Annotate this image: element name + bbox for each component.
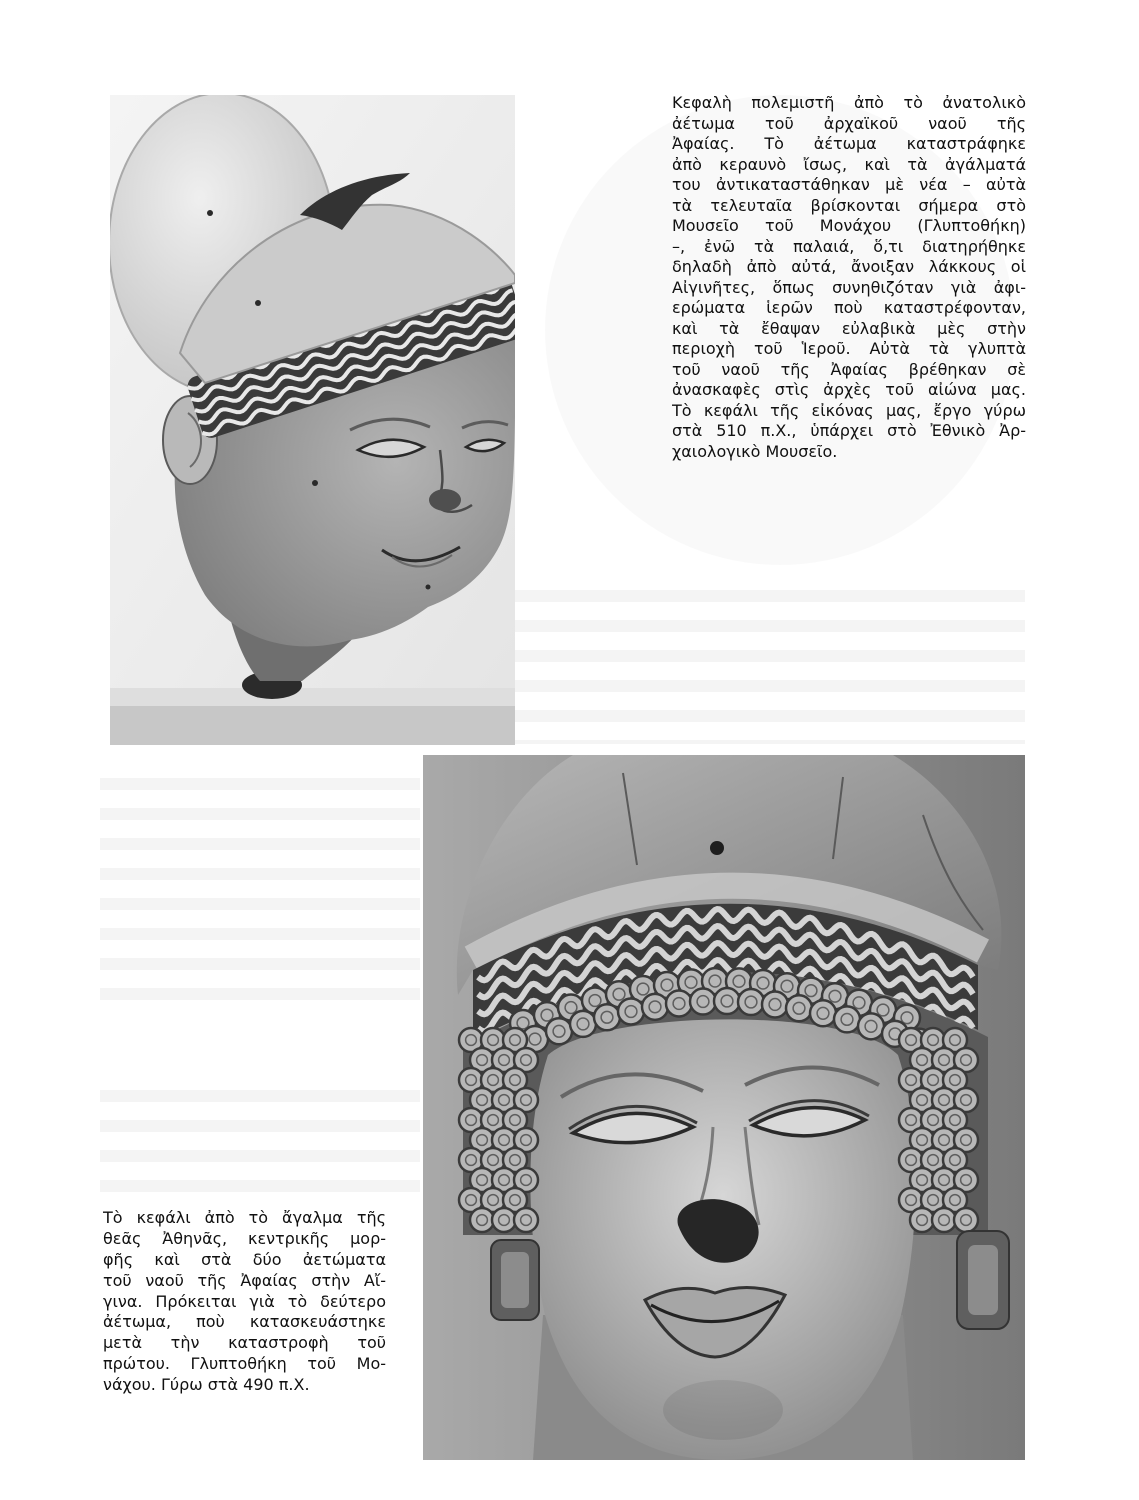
caption-line: Τὸ κεφάλι τῆς εἰκόνας μας, ἔργο γύρω — [672, 400, 1026, 420]
caption-line: Κεφαλὴ πολεμιστῆ ἀπὸ τὸ ἀνατολικὸ — [672, 93, 1026, 112]
athena-head-photo — [423, 755, 1025, 1460]
caption-line: νάχου. Γύρω στὰ 490 π.Χ. — [103, 1375, 310, 1395]
surface-pit — [312, 480, 318, 486]
hair-curl — [786, 995, 812, 1021]
hair-curl — [834, 1006, 860, 1032]
surface-pit — [207, 210, 213, 216]
hair-curl — [762, 991, 788, 1017]
bleed-through-lines — [100, 1072, 420, 1192]
caption-line: θεᾶς Ἀθηνᾶς, κεντρικῆς μορ- — [103, 1228, 386, 1248]
bleed-through-lines — [515, 572, 1025, 744]
surface-pit — [426, 585, 431, 590]
caption-line: φῆς καὶ στὰ δύο ἀετώματα — [103, 1249, 386, 1269]
caption-line: χαιολογικὸ Μουσεῖο. — [672, 441, 838, 461]
caption-line: ἀπὸ κεραυνὸ ἴσως, καὶ τὰ ἀγάλματά — [672, 154, 1026, 174]
hair-curl — [514, 1208, 538, 1232]
hair-curl — [594, 1004, 620, 1030]
caption-line: τοῦ ναοῦ τῆς Ἀφαίας βρέθηκαν σὲ — [672, 359, 1026, 379]
caption-line: ἀνασκαφὲς στὶς ἀρχὲς τοῦ αἰώνα μας. — [672, 380, 1026, 399]
caption-line: ἀέτωμα, ποὺ κατασκευάστηκε — [103, 1312, 386, 1332]
helmet-hole — [710, 841, 724, 855]
caption-line: πρώτου. Γλυπτοθήκη τοῦ Μο- — [103, 1354, 386, 1374]
hair-curl — [738, 989, 764, 1015]
caption-line: τὰ τελευταῖα βρίσκονται σήμερα στὸ — [672, 195, 1026, 215]
caption-line: γινα. Πρόκειται γιὰ τὸ δεύτερο — [103, 1291, 386, 1311]
hair-curl — [570, 1011, 596, 1037]
caption-line: δηλαδὴ ἀπὸ αὐτά, ἄνοιξαν λάκκους οἱ — [672, 257, 1026, 276]
right-earring-inner — [968, 1245, 998, 1315]
caption-warrior-head — [672, 93, 1026, 462]
plinth-top — [110, 688, 515, 706]
caption-line: ερώματα ἱερῶν ποὺ καταστρέφονταν, — [672, 298, 1026, 317]
hair-curl — [932, 1208, 956, 1232]
hair-curl — [810, 1000, 836, 1026]
hair-curl — [690, 989, 716, 1015]
hair-curl — [546, 1018, 572, 1044]
caption-line: Μουσεῖο τοῦ Μονάχου (Γλυπτοθήκη) — [672, 216, 1026, 235]
hair-curl — [910, 1208, 934, 1232]
caption-line: του ἀντικαταστάθηκαν μὲ νέα – αὐτὰ — [672, 175, 1026, 194]
caption-athena-head — [103, 1208, 386, 1396]
hair-curl — [492, 1208, 516, 1232]
left-earring-inner — [501, 1252, 529, 1308]
hair-curl — [470, 1208, 494, 1232]
hair-curl — [858, 1013, 884, 1039]
bleed-through-lines — [100, 760, 420, 1010]
hair-curl — [714, 988, 740, 1014]
nose-damage — [429, 489, 461, 511]
hair-curl — [618, 998, 644, 1024]
caption-line: στὰ 510 π.Χ., ὑπάρχει στὸ Ἐθνικὸ Ἀρ- — [672, 421, 1026, 440]
surface-pit — [255, 300, 261, 306]
caption-line: –, ἐνῶ τὰ παλαιά, ὅ,τι διατηρήθηκε — [672, 236, 1026, 256]
hair-curl — [642, 994, 668, 1020]
caption-line: Τὸ κεφάλι ἀπὸ τὸ ἄγαλμα τῆς — [103, 1208, 386, 1227]
caption-line: μετὰ τὴν καταστροφὴ τοῦ — [103, 1333, 386, 1353]
caption-line: ἀέτωμα τοῦ ἀρχαϊκοῦ ναοῦ τῆς — [672, 113, 1026, 133]
caption-line: περιοχὴ τοῦ Ἱεροῦ. Αὐτὰ τὰ γλυπτὰ — [672, 339, 1026, 358]
warrior-head-photo — [110, 95, 515, 745]
plinth-front — [110, 706, 515, 745]
caption-line: Αἰγινῆτες, ὅπως συνηθιζόταν γιὰ ἀφι- — [672, 277, 1026, 297]
caption-line: καὶ τὰ ἔθαψαν εὐλαβικὰ μὲς στὴν — [672, 318, 1026, 338]
hair-curl — [666, 990, 692, 1016]
caption-line: τοῦ ναοῦ τῆς Ἀφαίας στὴν Αἴ- — [103, 1270, 386, 1290]
caption-line: Ἀφαίας. Τὸ ἀέτωμα καταστράφηκε — [672, 134, 1026, 153]
chin-shadow — [663, 1380, 783, 1440]
hair-curl — [954, 1208, 978, 1232]
